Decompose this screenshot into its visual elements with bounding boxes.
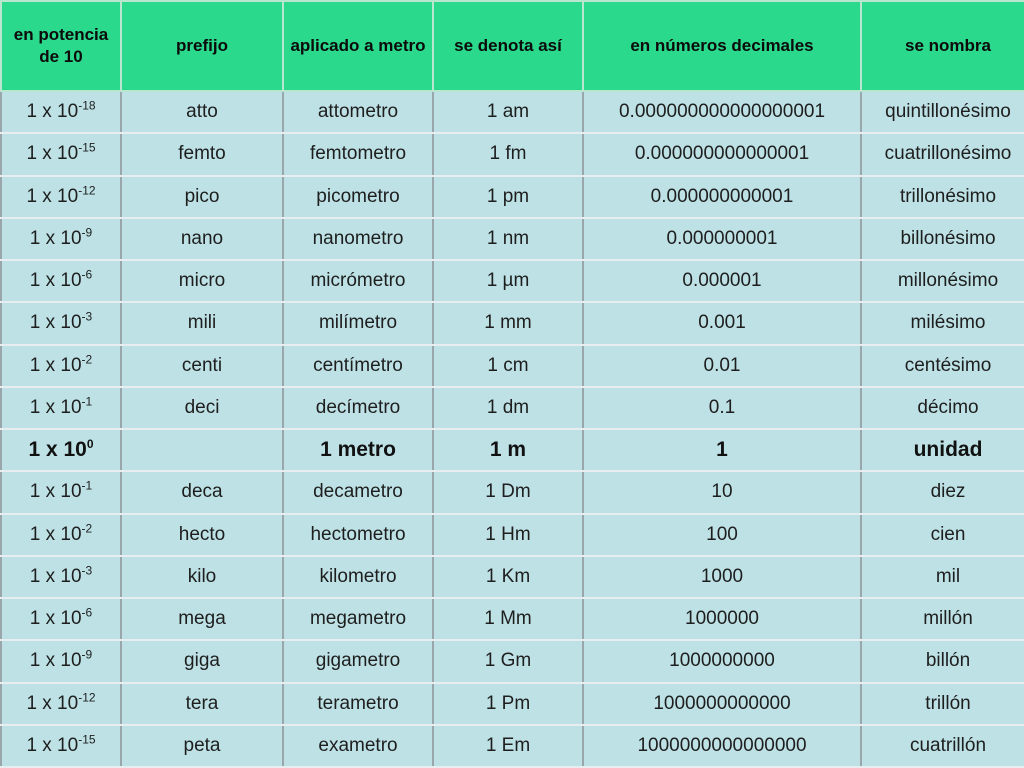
header-decimal: en números decimales <box>583 1 861 91</box>
symbol-cell: 1 pm <box>433 176 583 218</box>
table-row <box>1 514 1024 556</box>
table-header <box>1 1 1024 91</box>
symbol-cell: 1 Km <box>433 556 583 598</box>
power-cell <box>1 91 121 133</box>
symbol-cell: 1 am <box>433 91 583 133</box>
name-cell: billonésimo <box>861 218 1024 260</box>
name-cell: cuatrillón <box>861 725 1024 767</box>
meter-cell: terametro <box>283 683 433 725</box>
symbol-cell: 1 Dm <box>433 471 583 513</box>
symbol-cell: 1 mm <box>433 302 583 344</box>
name-cell: décimo <box>861 387 1024 429</box>
prefix-cell: centi <box>121 345 283 387</box>
prefix-cell: mega <box>121 598 283 640</box>
symbol-cell: 1 Pm <box>433 683 583 725</box>
symbol-cell: 1 Gm <box>433 640 583 682</box>
name-cell: centésimo <box>861 345 1024 387</box>
table-row-unit <box>1 429 1024 471</box>
name-cell: billón <box>861 640 1024 682</box>
prefix-cell: peta <box>121 725 283 767</box>
decimal-cell: 0.000000000001 <box>583 176 861 218</box>
symbol-cell: 1 Mm <box>433 598 583 640</box>
prefix-cell: femto <box>121 133 283 175</box>
power-cell <box>1 302 121 344</box>
prefix-cell: tera <box>121 683 283 725</box>
decimal-cell: 10 <box>583 471 861 513</box>
symbol-cell: 1 µm <box>433 260 583 302</box>
power-base: 1 x 10 <box>29 396 82 418</box>
table-row <box>1 471 1024 513</box>
decimal-cell: 1 <box>583 429 861 471</box>
table-row <box>1 260 1024 302</box>
power-cell <box>1 176 121 218</box>
power-base: 1 x 10 <box>26 143 79 165</box>
decimal-cell: 1000000000000 <box>583 683 861 725</box>
power-base: 1 x 10 <box>26 692 79 714</box>
decimal-cell: 0.001 <box>583 302 861 344</box>
power-base: 1 x 10 <box>29 481 82 503</box>
symbol-cell: 1 dm <box>433 387 583 429</box>
table-row <box>1 598 1024 640</box>
table-body <box>1 91 1024 767</box>
table-row <box>1 91 1024 133</box>
power-cell <box>1 471 121 513</box>
power-cell <box>1 640 121 682</box>
table-row <box>1 640 1024 682</box>
power-cell <box>1 260 121 302</box>
decimal-cell: 0.000000000000000001 <box>583 91 861 133</box>
meter-cell: milímetro <box>283 302 433 344</box>
power-base: 1 x 10 <box>26 734 79 756</box>
meter-cell: 1 metro <box>283 429 433 471</box>
prefix-cell: mili <box>121 302 283 344</box>
power-base: 1 x 10 <box>29 523 82 545</box>
prefix-cell: pico <box>121 176 283 218</box>
meter-cell: gigametro <box>283 640 433 682</box>
power-base: 1 x 10 <box>29 354 82 376</box>
name-cell: trillón <box>861 683 1024 725</box>
decimal-cell: 1000000000000000 <box>583 725 861 767</box>
decimal-cell: 100 <box>583 514 861 556</box>
prefix-cell: nano <box>121 218 283 260</box>
power-cell <box>1 429 121 471</box>
table-row <box>1 725 1024 767</box>
name-cell: diez <box>861 471 1024 513</box>
symbol-cell: 1 Em <box>433 725 583 767</box>
power-exponent: -2 <box>81 352 93 367</box>
table-row <box>1 683 1024 725</box>
decimal-cell: 0.1 <box>583 387 861 429</box>
header-prefix: prefijo <box>121 1 283 91</box>
prefix-cell: hecto <box>121 514 283 556</box>
power-base: 1 x 10 <box>29 270 82 292</box>
name-cell: mil <box>861 556 1024 598</box>
name-cell: trillonésimo <box>861 176 1024 218</box>
meter-cell: femtometro <box>283 133 433 175</box>
header-row <box>1 1 1024 91</box>
power-exponent: -12 <box>78 183 96 198</box>
meter-cell: nanometro <box>283 218 433 260</box>
symbol-cell: 1 nm <box>433 218 583 260</box>
power-exponent: -6 <box>81 267 93 282</box>
table-row <box>1 387 1024 429</box>
power-base: 1 x 10 <box>29 227 82 249</box>
header-symbol: se denota así <box>433 1 583 91</box>
power-exponent: -6 <box>81 605 93 620</box>
symbol-cell: 1 Hm <box>433 514 583 556</box>
power-base: 1 x 10 <box>29 608 82 630</box>
meter-cell: megametro <box>283 598 433 640</box>
power-exponent: -18 <box>78 98 96 113</box>
meter-cell: micrómetro <box>283 260 433 302</box>
meter-cell: kilometro <box>283 556 433 598</box>
power-exponent: -9 <box>81 648 93 663</box>
table-row <box>1 176 1024 218</box>
header-applied-to-meter: aplicado a metro <box>283 1 433 91</box>
name-cell: millonésimo <box>861 260 1024 302</box>
prefix-cell: kilo <box>121 556 283 598</box>
decimal-cell: 1000000000 <box>583 640 861 682</box>
prefix-cell: giga <box>121 640 283 682</box>
name-cell: quintillonésimo <box>861 91 1024 133</box>
power-base: 1 x 10 <box>26 101 79 123</box>
symbol-cell: 1 cm <box>433 345 583 387</box>
prefix-cell: deca <box>121 471 283 513</box>
power-base: 1 x 10 <box>29 312 82 334</box>
table-row <box>1 345 1024 387</box>
meter-cell: attometro <box>283 91 433 133</box>
power-base: 1 x 10 <box>29 650 82 672</box>
meter-cell: hectometro <box>283 514 433 556</box>
table-row <box>1 556 1024 598</box>
power-cell <box>1 387 121 429</box>
decimal-cell: 0.000001 <box>583 260 861 302</box>
decimal-cell: 0.000000000000001 <box>583 133 861 175</box>
decimal-cell: 1000000 <box>583 598 861 640</box>
power-exponent: -9 <box>81 225 93 240</box>
table-row <box>1 302 1024 344</box>
power-cell <box>1 514 121 556</box>
decimal-cell: 0.000000001 <box>583 218 861 260</box>
power-exponent: -1 <box>81 394 93 409</box>
name-cell: cien <box>861 514 1024 556</box>
power-base: 1 x 10 <box>26 185 79 207</box>
power-exponent: -15 <box>78 732 96 747</box>
meter-cell: decametro <box>283 471 433 513</box>
power-exponent: -1 <box>81 479 93 494</box>
symbol-cell: 1 fm <box>433 133 583 175</box>
prefix-cell: atto <box>121 91 283 133</box>
power-exponent: -3 <box>81 563 93 578</box>
power-exponent: -2 <box>81 521 93 536</box>
header-name: se nombra <box>861 1 1024 91</box>
power-exponent: -12 <box>78 690 96 705</box>
power-cell <box>1 218 121 260</box>
prefix-cell: deci <box>121 387 283 429</box>
power-cell <box>1 725 121 767</box>
meter-cell: centímetro <box>283 345 433 387</box>
power-cell <box>1 556 121 598</box>
prefix-cell: micro <box>121 260 283 302</box>
name-cell: milésimo <box>861 302 1024 344</box>
meter-cell: picometro <box>283 176 433 218</box>
power-cell <box>1 345 121 387</box>
name-cell: cuatrillonésimo <box>861 133 1024 175</box>
power-cell <box>1 598 121 640</box>
decimal-cell: 0.01 <box>583 345 861 387</box>
table-row <box>1 133 1024 175</box>
symbol-cell: 1 m <box>433 429 583 471</box>
power-base: 1 x 10 <box>28 438 87 462</box>
decimal-cell: 1000 <box>583 556 861 598</box>
power-cell <box>1 133 121 175</box>
power-base: 1 x 10 <box>29 565 82 587</box>
name-cell: millón <box>861 598 1024 640</box>
meter-cell: exametro <box>283 725 433 767</box>
table-row <box>1 218 1024 260</box>
power-exponent: -3 <box>81 310 93 325</box>
header-power-of-ten: en potencia de 10 <box>1 1 121 91</box>
power-exponent: -15 <box>78 141 96 156</box>
meter-cell: decímetro <box>283 387 433 429</box>
name-cell: unidad <box>861 429 1024 471</box>
power-cell <box>1 683 121 725</box>
power-exponent: 0 <box>86 437 94 452</box>
prefix-cell <box>121 429 283 471</box>
